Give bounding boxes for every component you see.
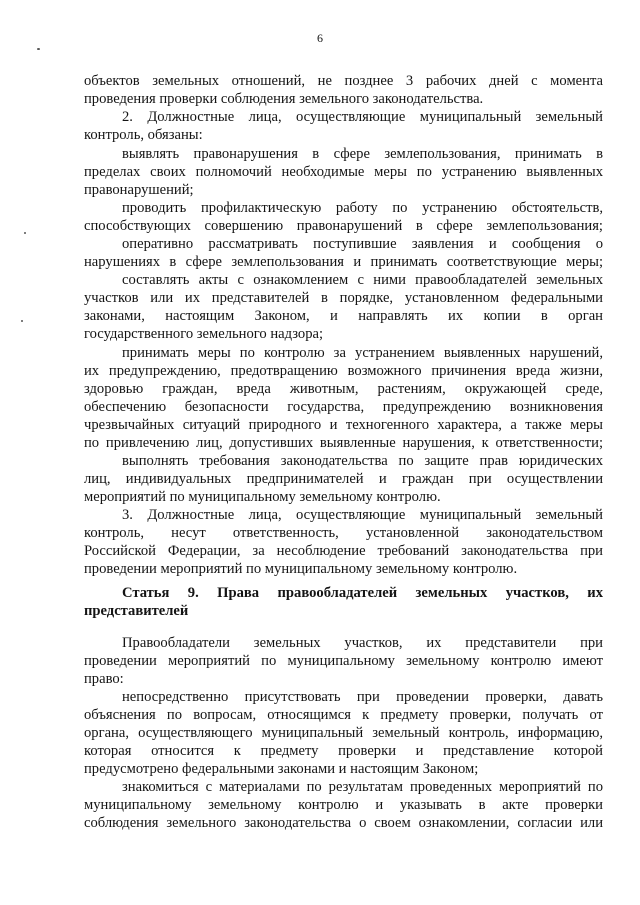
text-line: проведении мероприятий по муниципальному земельному контролю. [84,561,518,577]
text-line: выполнять требования законодательства по защите прав юридических [122,453,603,469]
scan-speck [37,48,40,50]
text-line: знакомиться с материалами по результатам проведенных мероприятий по [122,779,603,795]
text-line: предусмотрено федеральными законами и настоящим Законом; [84,761,479,777]
text-line: нарушениях в сфере землепользования и принимать соответствующие меры; [84,254,603,270]
text-line: чрезвычайных ситуаций природного и техногенного характера, а также меры [84,417,603,433]
text-line: 3. Должностные лица, осуществляющие муниципальный земельный [122,507,603,523]
article-heading: Статья 9. Права правообладателей земельных участков, их [122,585,603,601]
text-line: проведения проверки соблюдения земельного законодательства. [84,91,484,107]
text-line: соблюдения земельного законодательства о своем ознакомлении, согласии или [84,815,603,831]
scan-speck [21,320,23,322]
text-line: правонарушений; [84,182,194,198]
text-line: обеспечению безопасности государства, предупреждению возникновения [84,399,603,415]
text-line: Правообладатели земельных участков, их представители при [122,635,603,651]
text-line: законами, настоящим Законом, и направлять их копии в орган [84,308,603,324]
text-line: проведении мероприятий по муниципальному земельному контролю имеют [84,653,603,669]
text-line: 2. Должностные лица, осуществляющие муниципальный земельный [122,109,603,125]
text-line: их предупреждению, предотвращению возможного причинения вреда жизни, [84,363,603,379]
text-line: органа, осуществляющего муниципальный земельный контроль, информацию, [84,725,603,741]
text-line: составлять акты с ознакомлением с ними правообладателей земельных [122,272,603,288]
text-line: проводить профилактическую работу по устранению обстоятельств, [122,200,603,216]
text-line: которая относится к предмету проверки и представление которой [84,743,603,759]
text-line: оперативно рассматривать поступившие заявления и сообщения о [122,236,603,252]
text-line: объяснения по вопросам, относящимся к предмету проверки, получать от [84,707,603,723]
text-line: непосредственно присутствовать при проведении проверки, давать [122,689,603,705]
page-number: 6 [317,31,323,45]
text-line: лиц, индивидуальных предпринимателей и граждан при осуществлении [84,471,603,487]
text-line: способствующих совершению правонарушений в сфере землепользования; [84,218,603,234]
text-line: участков или их представителей в порядке, установленном федеральными [84,290,603,306]
article-heading-cont: представителей [84,603,189,619]
text-line: право: [84,671,124,687]
text-line: по привлечению лиц, допустивших выявленные нарушения, к ответственности; [84,435,603,451]
scan-speck [24,232,26,234]
text-line: здоровью граждан, вреда животным, растениям, окружающей среде, [84,381,603,397]
text-line: принимать меры по контролю за устранением выявленных нарушений, [122,345,603,361]
text-line: выявлять правонарушения в сфере землепользования, принимать в [122,146,603,162]
text-line: государственного земельного надзора; [84,326,324,342]
text-line: пределах своих полномочий необходимые меры по устранению выявленных [84,164,603,180]
text-line: муниципальному земельному контролю и указывать в акте проверки [84,797,603,813]
text-line: объектов земельных отношений, не позднее 3 рабочих дней с момента [84,73,603,89]
text-line: Российской Федерации, за несоблюдение требований законодательства при [84,543,603,559]
text-line: контроль, несут ответственность, установленной законодательством [84,525,603,541]
text-line: контроль, обязаны: [84,127,203,143]
text-line: мероприятий по муниципальному земельному контролю. [84,489,441,505]
